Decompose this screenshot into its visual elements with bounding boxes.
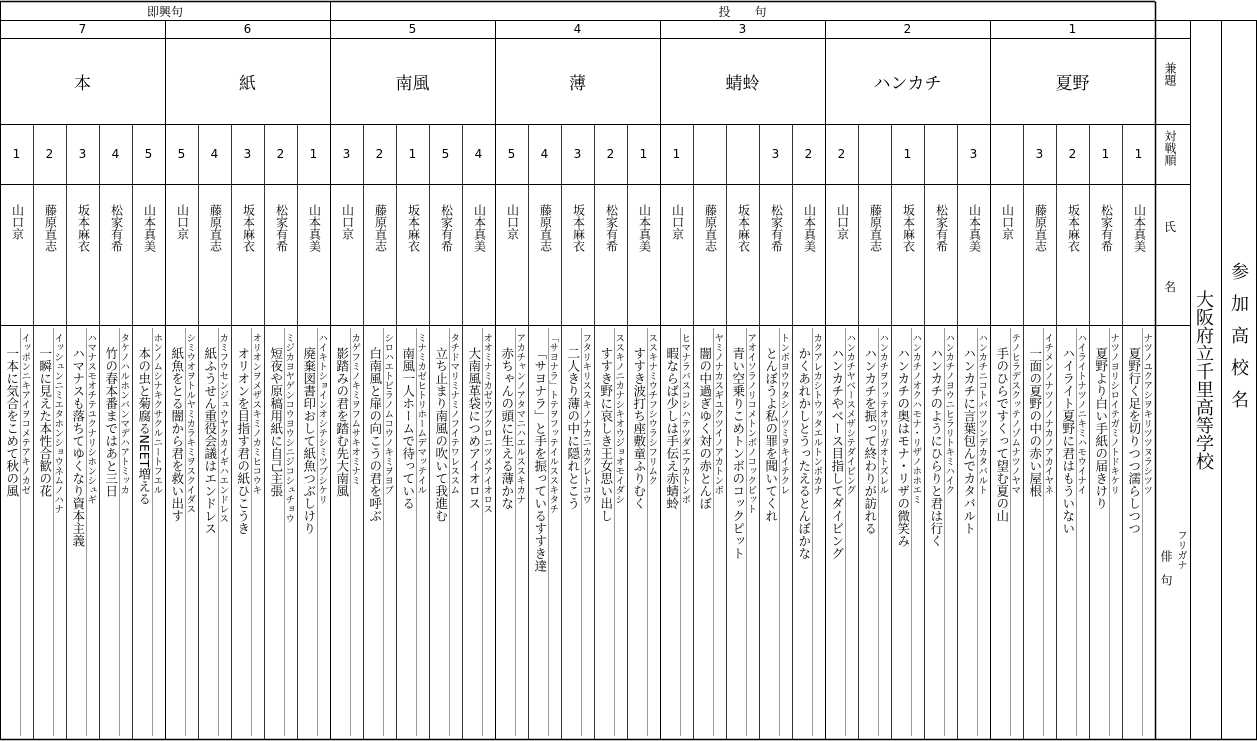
member-name: 山本真美	[142, 204, 157, 252]
haiku-text: 夏野より白い手紙の届きけり	[1093, 347, 1109, 510]
match-order	[990, 124, 1023, 184]
haiku-furigana: 「サヨナラ」トテヲフッテイルススキタチ	[547, 333, 559, 514]
haiku-text: すすき波打ち座敷童ふりむく	[631, 347, 647, 510]
sokkyo-header: 即興句	[146, 4, 183, 19]
haiku-furigana: ハイキトショインオシテシミツブシケリ	[316, 333, 328, 504]
match-order: 1	[1101, 147, 1110, 161]
match-order: 2	[804, 147, 813, 161]
match-order: 3	[1035, 147, 1044, 161]
member-name: 松家有希	[1099, 204, 1114, 252]
member-name: 藤原直志	[868, 204, 883, 252]
member-name: 藤原直志	[208, 204, 223, 252]
match-order: 3	[969, 147, 978, 161]
match-order	[726, 124, 759, 184]
round-topic: 薄	[569, 73, 586, 94]
match-order: 1	[408, 147, 417, 161]
member-name: 坂本麻衣	[76, 204, 91, 252]
haiku-text: 夏野行く足を切りつつ濡らしつつ	[1126, 347, 1142, 535]
match-order: 5	[177, 147, 186, 161]
haiku-furigana: テノヒラデスクッテノゾムナツノヤマ	[1009, 333, 1021, 495]
haiku-furigana: カクアレカシトウッタエルトンボカナ	[811, 333, 823, 495]
member-name: 藤原直志	[703, 204, 718, 252]
haiku-text: 紙ふうせん重役会議はエンドレス	[202, 347, 218, 535]
round-topic: 夏野	[1055, 73, 1090, 94]
haiku-text: 南風一人ホームで待っている	[400, 347, 416, 510]
match-order: 2	[1068, 147, 1077, 161]
haiku-text: とんぼうよ私の罪を聞いてくれ	[763, 347, 779, 522]
haiku-text: 闇の中過ぎゆく対の赤とんぼ	[697, 347, 713, 510]
haiku-furigana: カゲフミノキミヲフムサキオミナミ	[349, 333, 361, 485]
haiku-furigana: ハイライトナツノニキミハモウイナイ	[1075, 333, 1087, 495]
haiku-text: 赤ちゃんの頭に生える薄かな	[499, 347, 515, 510]
match-order: 5	[507, 147, 516, 161]
haiku-text: オリオンを目指す君の紙ひこうき	[235, 347, 251, 535]
haiku-furigana: イチメンノナツノノナカノアカイヤネ	[1042, 333, 1054, 495]
haiku-furigana: イッポンニキアイヲコメテアキノカゼ	[19, 333, 31, 495]
haiku-furigana: フタリキリススキノナカニカクレトコウ	[580, 333, 592, 504]
round-number: 4	[573, 22, 582, 36]
match-order	[858, 124, 891, 184]
member-name: 藤原直志	[1033, 204, 1048, 252]
match-order: 3	[78, 147, 87, 161]
match-order: 2	[606, 147, 615, 161]
round-number: 7	[78, 22, 87, 36]
haiku-text: 二人きり薄の中に隠れとこう	[565, 347, 581, 510]
round-topic: 紙	[239, 73, 256, 94]
haiku-text: 白南風と扉の向こうの君を呼ぶ	[367, 347, 383, 522]
haiku-furigana: ハンカチノオクハモナ・リザノホホエミ	[910, 333, 922, 504]
haiku-text: ハンカチのようにひらりと君は行く	[928, 347, 944, 547]
haiku-furigana: ミジカヨヤゲンコウヨウシニジコシュチョウ	[283, 333, 295, 523]
haiku-text: 立ち止まり南風の吹いて我進む	[433, 347, 449, 522]
haiku-text: 「サヨナラ」と手を振っているすすき達	[532, 347, 548, 572]
haiku-furigana: オリオンヲメザスキミノカミヒコウキ	[250, 333, 262, 495]
match-order: 4	[111, 147, 120, 161]
haiku-text: 紙魚をとる闇から君を救い出す	[169, 347, 185, 522]
haiku-text: ハンカチやベース目指してダイビング	[829, 347, 845, 560]
round-topic: 南風	[395, 73, 430, 94]
round-number: 6	[243, 22, 252, 36]
match-order: 2	[276, 147, 285, 161]
haiku-furigana: カミフウセンジュウヤクカイギハエンドレス	[217, 333, 229, 523]
haiku-text: 本の虫と菊腐るNEET増える	[136, 347, 152, 505]
haiku-furigana: タケノハルホンバンマデハアトミッカ	[118, 333, 130, 495]
haiku-text: ハイライト夏野に君はもういない	[1060, 347, 1076, 535]
haiku-text: ハンカチに言葉包んでカタバルト	[961, 347, 977, 535]
haiku-furigana: ミナミカゼヒトリホームデマッテイル	[415, 333, 427, 495]
match-order: 5	[441, 147, 450, 161]
haiku-furigana: ナツノヨリシロイテガミノトドキケリ	[1108, 333, 1120, 495]
shimei-label-1: 氏	[1164, 220, 1177, 234]
haiku-text: かくあれかしとうったえるとんぼかな	[796, 347, 812, 560]
haiku-furigana: イッシュンニミエタホンショウネムノハナ	[52, 333, 64, 514]
match-order: 4	[210, 147, 219, 161]
member-name: 坂本麻衣	[571, 204, 586, 252]
haiku-text: 手のひらですくって望む夏の山	[994, 347, 1010, 522]
haiku-furigana: ススキノニカナシキオウジョオモイダシ	[613, 333, 625, 504]
member-name: 山口京	[340, 204, 355, 240]
haiku-text: 大南風革袋につめアイオロス	[466, 347, 482, 510]
member-name: 坂本麻衣	[241, 204, 256, 252]
haiku-text: 一本に気合をこめて秋の風	[4, 347, 20, 497]
round-topic: ハンカチ	[873, 73, 942, 94]
haiku-furigana: ハンカチヤベースメザシテダイビング	[844, 333, 856, 495]
haiku-furigana: シロハエトビラノムコウノキミヲヨブ	[382, 333, 394, 495]
haiku-furigana: トンボヨウワタシノツミヲキイテクレ	[778, 333, 790, 495]
round-number: 3	[738, 22, 747, 36]
match-order: 4	[540, 147, 549, 161]
furigana-label: フリガナ	[1175, 530, 1186, 570]
member-name: 松家有希	[439, 204, 454, 252]
haiku-furigana: アオイソラノリコメトンボノコックピット	[745, 333, 757, 514]
member-name: 山口京	[835, 204, 850, 240]
member-name: 山口京	[505, 204, 520, 240]
match-order: 1	[639, 147, 648, 161]
member-name: 山口京	[670, 204, 685, 240]
haiku-text: 影踏みの君を踏む先大南風	[334, 347, 350, 497]
haiku-furigana: シミウオヲトルヤミカラキミヲスクイダス	[184, 333, 196, 514]
taisen-order-label: 対戦順	[1163, 130, 1177, 166]
member-name: 山本真美	[637, 204, 652, 252]
round-number: 5	[408, 22, 417, 36]
haiku-furigana: ヒマナラバスコシハテツダエアカトンボ	[679, 333, 691, 504]
match-order: 1	[1134, 147, 1143, 161]
member-name: 坂本麻衣	[901, 204, 916, 252]
haiku-furigana: ハンカチニコトバツツンデカタバルト	[976, 333, 988, 495]
member-name: 松家有希	[934, 204, 949, 252]
match-order: 1	[903, 147, 912, 161]
match-order: 1	[309, 147, 318, 161]
match-order: 3	[243, 147, 252, 161]
match-order	[693, 124, 726, 184]
haiku-text: 竹の春本番まではあと三日	[103, 347, 119, 497]
match-order: 1	[672, 147, 681, 161]
member-name: 松家有希	[604, 204, 619, 252]
member-name: 松家有希	[769, 204, 784, 252]
member-name: 山本真美	[307, 204, 322, 252]
haiku-text: 暇ならば少しは手伝え赤蜻蛉	[664, 347, 680, 510]
haiku-furigana: ホンノムシナキクサクルニートフエル	[151, 333, 163, 495]
round-number: 1	[1068, 22, 1077, 36]
haiku-furigana: ハマナスモオチテユクナリシホンシュギ	[85, 333, 97, 504]
haiku-text: 短夜や原稿用紙に自己主張	[268, 347, 284, 497]
match-order: 3	[771, 147, 780, 161]
member-name: 山本真美	[967, 204, 982, 252]
haiku-furigana: ナツノユクアシヲキリツツヌラシツツ	[1141, 333, 1153, 495]
match-order: 3	[342, 147, 351, 161]
member-name: 松家有希	[274, 204, 289, 252]
match-order: 3	[573, 147, 582, 161]
match-order: 2	[375, 147, 384, 161]
haiku-text: 一面の夏野の中の赤い屋根	[1027, 347, 1043, 497]
member-name: 山本真美	[1132, 204, 1147, 252]
haiku-furigana: オオミナミカゼウブクロニツメアイオロス	[481, 333, 493, 514]
toku-header: 投 句	[718, 4, 767, 19]
shimei-label-2: 名	[1164, 280, 1177, 294]
haiku-furigana: ハンカチヲフッテオワリガオトズレル	[877, 333, 889, 495]
member-name: 山口京	[10, 204, 25, 240]
haiku-label: 俳 句	[1159, 550, 1173, 586]
match-order: 5	[144, 147, 153, 161]
match-order: 2	[45, 147, 54, 161]
haiku-furigana: ススキナミウチフシウラシフリムク	[646, 333, 658, 485]
member-name: 藤原直志	[43, 204, 58, 252]
haiku-text: 青い空乗りこめトンボのコックピット	[730, 347, 746, 560]
member-name: 山口京	[1000, 204, 1015, 240]
member-name: 藤原直志	[373, 204, 388, 252]
member-name: 松家有希	[109, 204, 124, 252]
haiku-furigana: ハンカチノヨウニヒラリトキミハイク	[943, 333, 955, 495]
member-name: 山本真美	[472, 204, 487, 252]
match-order: 2	[837, 147, 846, 161]
member-name: 坂本麻衣	[406, 204, 421, 252]
member-name: 山口京	[175, 204, 190, 240]
haiku-text: すすき野に哀しき王女思い出し	[598, 347, 614, 522]
haiku-furigana: タチドマリミナミノフイテワレススム	[448, 333, 460, 495]
round-topic: 本	[74, 73, 91, 94]
haiku-text: 一瞬に見えた本性合歓の花	[37, 347, 53, 497]
match-order	[924, 124, 957, 184]
member-name: 山本真美	[802, 204, 817, 252]
haiku-text: ハマナスも落ちてゆくなり資本主義	[70, 347, 86, 547]
member-name: 藤原直志	[538, 204, 553, 252]
match-order: 1	[12, 147, 21, 161]
haiku-furigana: ヤミノナカスギユクツイノアカトンボ	[712, 333, 724, 495]
kendai-label: 兼題	[1163, 62, 1177, 86]
school-name: 大阪府立千里高等学校	[1193, 290, 1214, 470]
haiku-text: ハンカチの奥はモナ・リザの微笑み	[895, 347, 911, 547]
match-order: 4	[474, 147, 483, 161]
haiku-text: 廃棄図書印おして紙魚つぶしけり	[301, 347, 317, 535]
member-name: 坂本麻衣	[736, 204, 751, 252]
haiku-text: ハンカチを振って終わりが訪れる	[862, 347, 878, 535]
round-number: 2	[903, 22, 912, 36]
haiku-furigana: アカチャンノアタマニハエルススキカナ	[514, 333, 526, 504]
participant-school-label: 参加高校名	[1228, 262, 1249, 422]
member-name: 坂本麻衣	[1066, 204, 1081, 252]
round-topic: 蜻蛉	[725, 73, 760, 94]
